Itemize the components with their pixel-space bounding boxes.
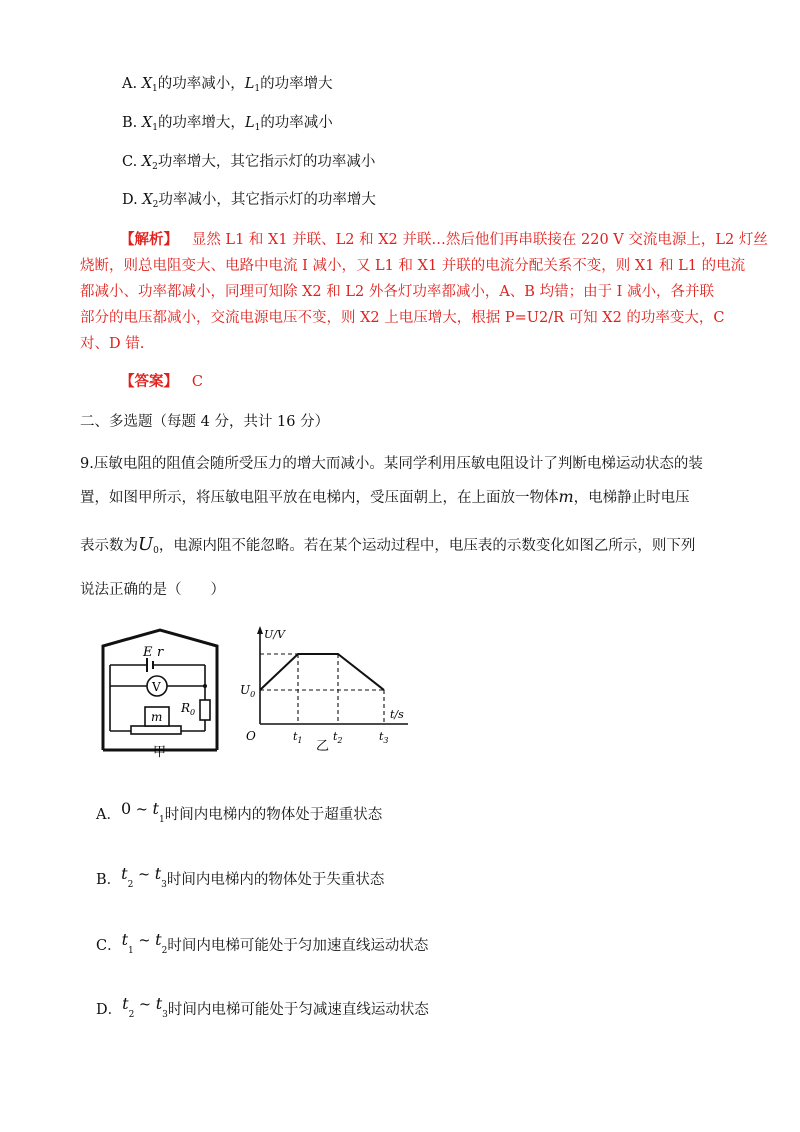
analysis-line-5: 对、D 错. <box>80 336 145 352</box>
option-b: B．$t_2$ ~ $t_3$时间内电梯内的物体处于失重状态 <box>96 864 385 890</box>
analysis-label: 【解析】 <box>120 231 178 248</box>
label-r: r <box>157 645 164 660</box>
option-d: D．$t_2$ ~ $t_3$时间内电梯可能处于匀减速直线运动状态 <box>96 994 429 1020</box>
prev-option-b: B. $X_1$的功率增大，$L_1$的功率减小 <box>122 115 333 133</box>
origin-label: O <box>246 729 256 743</box>
answer <box>120 372 203 392</box>
option-a: A．0 ~ $t_1$时间内电梯内的物体处于超重状态 <box>96 799 383 825</box>
figure-yi-graph <box>238 624 418 754</box>
tick-t3: $t_3$ <box>379 730 389 745</box>
question-line-1: 9.压敏电阻的阻值会随所受压力的增大而减小。某同学利用压敏电阻设计了判断电梯运动状态的装 <box>80 456 703 472</box>
prev-option-d: D. $X_2$功率减小，其它指示灯的功率增大 <box>122 192 376 210</box>
voltage-curve <box>260 654 384 690</box>
answer-value: C <box>191 374 203 390</box>
prev-option-c: C. $X_2$功率增大，其它指示灯的功率减小 <box>122 154 376 172</box>
u0-label: $U_0$ <box>240 683 256 699</box>
question-line-3: 表示数为$U_0$，电源内阻不能忽略。若在某个运动过程中，电压表的示数变化如图乙所示，则下列 <box>80 534 696 556</box>
label-m: m <box>151 710 163 724</box>
y-axis-label: U/V <box>264 628 285 641</box>
mass-symbol: m <box>558 487 574 506</box>
question-line-2: 置，如图甲所示，将压敏电阻平放在电梯内，受压面朝上，在上面放一物体m，电梯静止时电压 <box>80 487 690 506</box>
label-e: E <box>143 645 153 660</box>
figure-jia-circuit <box>95 628 225 758</box>
answer-label: 【答案】 <box>120 373 178 390</box>
question-line-4: 说法正确的是（ ） <box>80 582 225 598</box>
analysis-line-1: 【解析】 显然 L1 和 X1 并联、L2 和 X2 并联…然后他们再串联接在 220 V 交流电源上，L2 灯丝 <box>120 231 768 248</box>
u0-symbol: U <box>138 534 154 555</box>
label-r0: $R_0$ <box>181 701 196 717</box>
analysis-line-3: 都减小、功率都减小，同理可知除 X2 和 L2 外各灯功率都减小，A、B 均错；由于 I 减小，各并联 <box>80 284 715 300</box>
tick-t1: $t_1$ <box>293 730 303 745</box>
prev-option-a: A. $X_1$的功率减小，$L_1$的功率增大 <box>122 76 333 94</box>
option-c: C．$t_1$ ~ $t_2$时间内电梯可能处于匀加速直线运动状态 <box>96 930 429 956</box>
analysis-line-4: 部分的电压都减小，交流电源电压不变，则 X2 上电压增大，根据 P=U2/R 可知 X2 的功率变大，C <box>80 310 725 326</box>
x-axis-label: t/s <box>390 708 404 721</box>
tick-t2: $t_2$ <box>333 730 343 745</box>
analysis-line-2: 烧断，则总电阻变大、电路中电流 I 减小，又 L1 和 X1 并联的电流分配关系不变，则 X1 和 L1 的电流 <box>80 258 746 274</box>
section-title: 二、多选题（每题 4 分，共计 16 分） <box>80 414 330 430</box>
caption-yi: 乙 <box>316 739 330 754</box>
caption-jia: 甲 <box>153 745 167 758</box>
label-v: V <box>152 680 161 694</box>
